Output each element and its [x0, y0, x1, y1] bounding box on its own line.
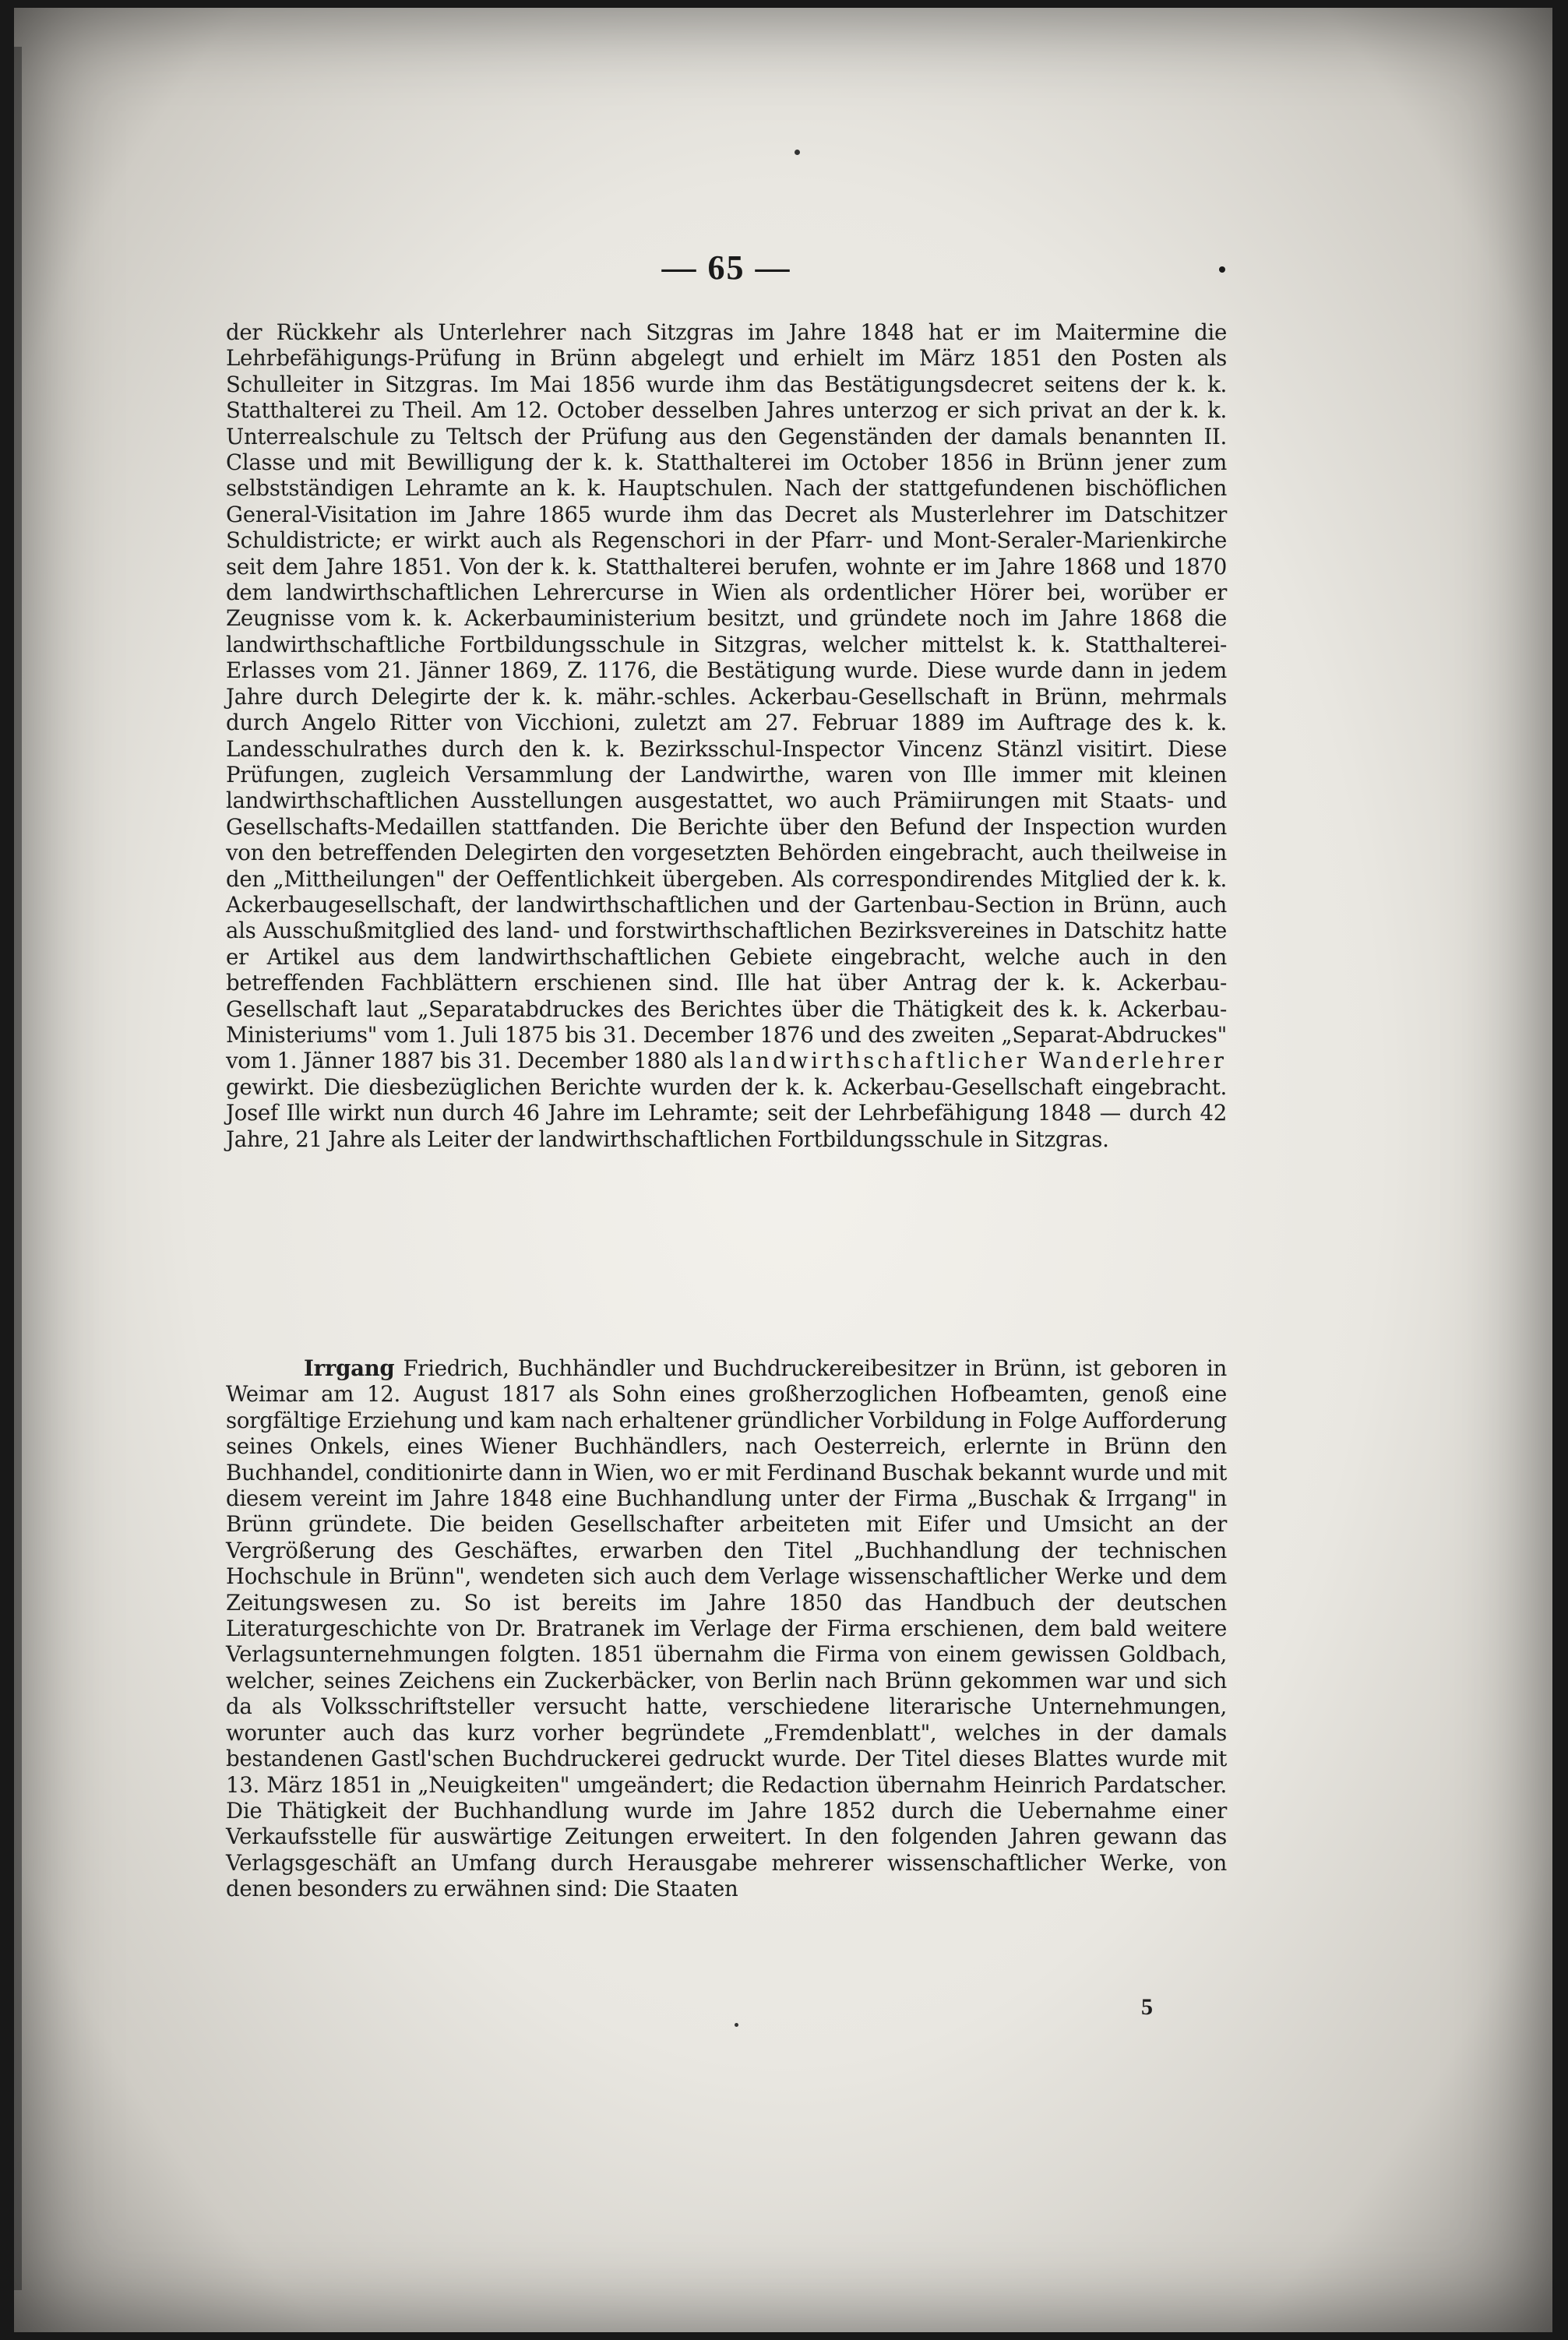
entry-irrgang-text: Friedrich, Buchhändler und Buchdruckereibesitzer in Brünn, ist geboren in Weimar am 12. August 1817 als Sohn eines großherzoglichen Hofbeamten, genoß eine sorgfältige Erziehung und kam nach erhaltener gründlicher Vorbildung in Folge Aufforderung seines Onkels, eines Wiener Buchhändlers, nach Oesterreich, erlernte in Brünn den Buchhandel, conditionirte dann in Wien, wo er mit Ferdinand Buschak bekannt wurde und mit diesem vereint im Jahre 1848 eine Buchhandlung unter der Firma „Buschak & Irrgang" in Brünn gründete. Die beiden Gesellschafter arbeiteten mit Eifer und Umsicht an der Vergrößerung des Geschäftes, erwarben den Titel „Buchhandlung der technischen Hochschule in Brünn", wendeten sich auch dem Verlage wissenschaftlicher Werke und dem Zeitungswesen zu. So ist bereits im Jahre 1850 das Handbuch der deutschen Literaturgeschichte von Dr. Bratranek im Verlage der Firma erschienen, dem bald weitere Verlagsunternehmungen folgten. 1851 übernahm die Firma von einem gewissen Goldbach, welcher, seines Zeichens ein Zuckerbäcker, von Berlin nach Brünn gekommen war und sich da als Volksschriftsteller versucht hatte, verschiedene literarische Unternehmungen, worunter auch das kurz vorher begründete „Fremdenblatt", welches in der damals bestandenen Gastl'schen Buchdruckerei gedruckt wurde. Der Titel dieses Blattes wurde mit 13. März 1851 in „Neuigkeiten" umgeändert; die Redaction übernahm Heinrich Pardatscher. Die Thätigkeit der Buchhandlung wurde im Jahre 1852 durch die Uebernahme einer Verkaufsstelle für auswärtige Zeitungen erweitert. In den folgenden Jahren gewann das Verlagsgeschäft an Umfang durch Herausgabe mehrerer wissenschaftlicher Werke, von denen besonders zu erwähnen sind: Die Staaten	[226, 1355, 1228, 1902]
page-content	[226, 0, 1227, 2340]
entry-ille-continuation	[226, 319, 1227, 1152]
entry-irrgang-name: Irrgang	[304, 1355, 395, 1381]
ink-speck	[735, 2023, 738, 2027]
entry-ille-text-a: der Rückkehr als Unterlehrer nach Sitzgras im Jahre 1848 hat er im Maitermine die Lehrbefähigungs-Prüfung in Brünn abgelegt und erhielt im März 1851 den Posten als Schulleiter in Sitzgras. Im Mai 1856 wurde ihm das Bestätigungsdecret seitens der k. k. Statthalterei zu Theil. Am 12. October desselben Jahres unterzog er sich privat an der k. k. Unterrealschule zu Teltsch der Prüfung aus den Gegenständen der damals benannten II. Classe und mit Bewilligung der k. k. Statthalterei im October 1856 in Brünn jener zum selbstständigen Lehramte an k. k. Hauptschulen. Nach der stattgefundenen bischöflichen General-Visitation im Jahre 1865 wurde ihm das Decret als Musterlehrer im Datschitzer Schuldistricte; er wirkt auch als Regenschori in der Pfarr- und Mont-Seraler-Marienkirche seit dem Jahre 1851. Von der k. k. Statthalterei berufen, wohnte er im Jahre 1868 und 1870 dem landwirthschaftlichen Lehrercurse in Wien als ordentlicher Hörer bei, worüber er Zeugnisse vom k. k. Ackerbauministerium besitzt, und gründete noch im Jahre 1868 die landwirthschaftliche Fortbildungsschule in Sitzgras, welcher mittelst k. k. Statthalterei-Erlasses vom 21. Jänner 1869, Z. 1176, die Bestätigung wurde. Diese wurde dann in jedem Jahre durch Delegirte der k. k. mähr.-schles. Ackerbau-Gesellschaft in Brünn, mehrmals durch Angelo Ritter von Vicchioni, zuletzt am 27. Februar 1889 im Auftrage des k. k. Landesschulrathes durch den k. k. Bezirksschul-Inspector Vincenz Stänzl visitirt. Diese Prüfungen, zugleich Versammlung der Landwirthe, waren von Ille immer mit kleinen landwirthschaftlichen Ausstellungen ausgestattet, wo auch Prämiirungen mit Staats- und Gesellschafts-Medaillen stattfanden. Die Berichte über den Befund der Inspection wurden von den betreffenden Delegirten den vorgesetzten Behörden eingebracht, auch theilweise in den „Mittheilungen" der Oeffentlichkeit übergeben. Als correspondirendes Mitglied der k. k. Ackerbaugesellschaft, der landwirthschaftlichen und der Gartenbau-Section in Brünn, auch als Ausschußmitglied des land- und forstwirthschaftlichen Bezirksvereines in Datschitz hatte er Artikel aus dem landwirthschaftlichen Gebiete eingebracht, welche auch in den betreffenden Fachblättern erschienen sind. Ille hat über Antrag der k. k. Ackerbau-Gesellschaft laut „Separatabdruckes des Berichtes über die Thätigkeit des k. k. Ackerbau-Ministeriums" vom 1. Juli 1875 bis 31. December 1876 und des zweiten „Separat-Abdruckes" vom 1. Jänner 1887 bis 31. December 1880 als	[226, 319, 1227, 1074]
entry-ille-text-b: gewirkt. Die diesbezüglichen Berichte wurden der k. k. Ackerbau-Gesellschaft eingebracht. Josef Ille wirkt nun durch 46 Jahre im Lehramte; seit der Lehrbefähigung 1848 — durch 42 Jahre, 21 Jahre als Leiter der landwirthschaftlichen Fortbildungsschule in Sitzgras.	[226, 1073, 1227, 1152]
ink-speck	[795, 150, 800, 155]
signature-mark: 5	[1141, 1994, 1153, 2020]
ink-dot	[1219, 266, 1225, 273]
entry-ille-spaced-text: landwirthschaftlicher Wanderlehrer	[729, 1048, 1227, 1074]
page-number: — 65 —	[661, 248, 791, 287]
entry-irrgang	[226, 1355, 1227, 1902]
page-edge-shadow	[14, 47, 22, 2290]
